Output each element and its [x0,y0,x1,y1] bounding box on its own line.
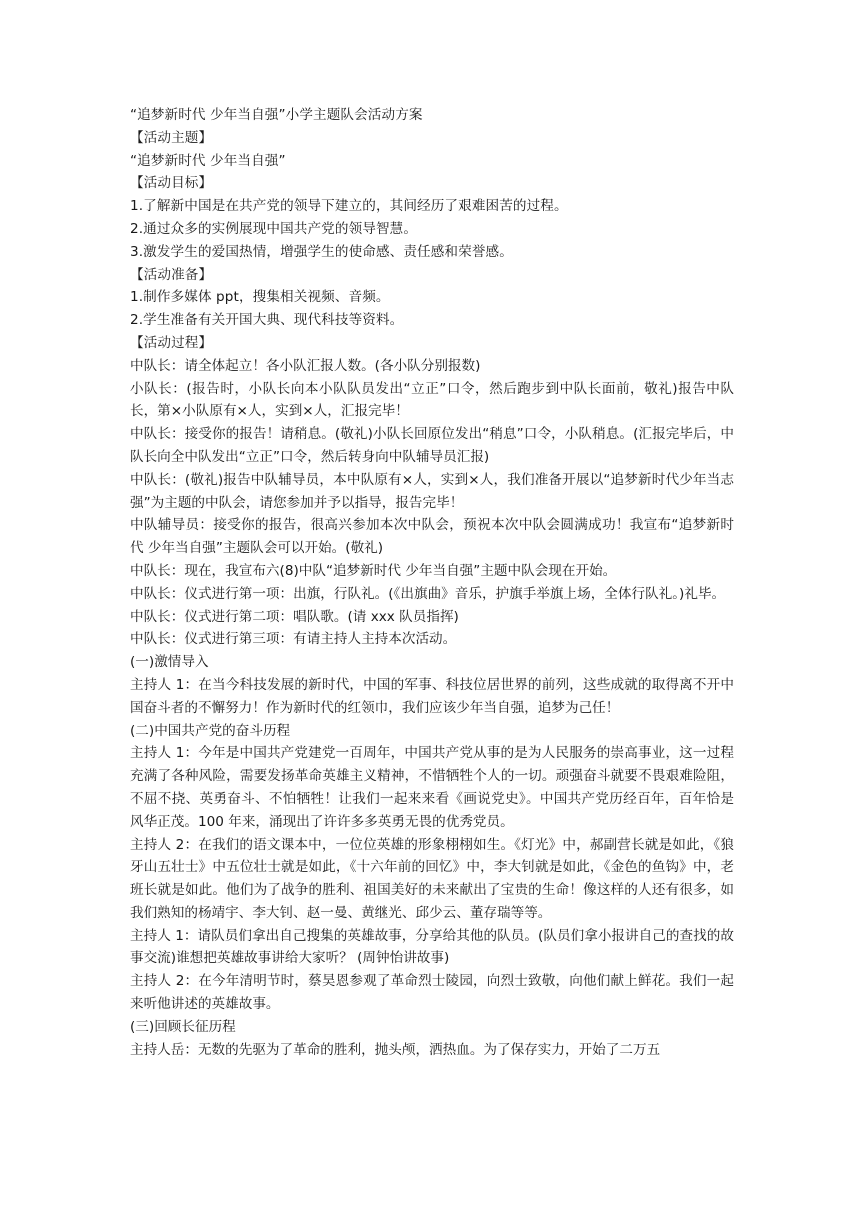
paragraph: 主持人 1：今年是中国共产党建党一百周年，中国共产党从事的是为人民服务的崇高事业，这一过程充满了各种风险，需要发扬革命英雄主义精神，不惜牺牲个人的一切。顽强奋斗就要不畏艰难险阻，不屈不挠、英勇奋斗、不怕牺牲！让我们一起来来看《画说党史》。中国共产党历经百年，百年恰是风华正茂。100 年来，涌现出了许许多多英勇无畏的优秀党员。 [130,745,734,830]
goal-heading: 【活动目标】 [130,175,213,192]
paragraph: 主持人 1：在当今科技发展的新时代，中国的军事、科技位居世界的前列，这些成就的取得离不开中国奋斗者的不懈努力！作为新时代的红领巾，我们应该少年当自强，追梦为己任！ [130,676,734,716]
goal-item: 3.激发学生的爱国热情，增强学生的使命感、责任感和荣誉感。 [130,243,513,260]
subsection-heading: (一)激情导入 [130,654,209,671]
paragraph: 中队长：(敬礼)报告中队辅导员，本中队原有×人，实到×人，我们准备开展以“追梦新时代少年当志强”为主题的中队会，请您参加并予以指导，报告完毕！ [130,471,734,511]
paragraph: 主持人岳：无数的先驱为了革命的胜利，抛头颅，洒热血。为了保存实力，开始了二万五 [130,1041,661,1058]
theme-text: “追梦新时代 少年当自强” [130,152,286,169]
paragraph: 中队长：仪式进行第三项：有请主持人主持本次活动。 [130,631,457,648]
goal-item: 1.了解新中国是在共产党的领导下建立的，其间经历了艰难困苦的过程。 [130,198,568,215]
subsection-heading: (三)回顾长征历程 [130,1018,236,1035]
prep-heading: 【活动准备】 [130,266,213,283]
prep-item: 1.制作多媒体 ppt，搜集相关视频、音频。 [130,289,390,306]
paragraph: 中队长：仪式进行第一项：出旗，行队礼。(《出旗曲》音乐，护旗手举旗上场，全体行队礼。)礼毕。 [130,585,726,602]
paragraph: 中队长：现在，我宣布六(8)中队“追梦新时代 少年当自强”主题中队会现在开始。 [130,562,617,579]
document-title: “追梦新时代 少年当自强”小学主题队会活动方案 [130,107,423,123]
process-heading: 【活动过程】 [130,334,213,351]
paragraph: 中队长：接受你的报告！请稍息。(敬礼)小队长回原位发出“稍息”口令，小队稍息。(汇报完毕后，中队长向全中队发出“立正”口令，然后转身向中队辅导员汇报) [130,426,734,465]
theme-heading: 【活动主题】 [130,129,213,146]
prep-item: 2.学生准备有关开国大典、现代科技等资料。 [130,312,404,329]
paragraph: 小队长：(报告时，小队长向本小队队员发出“立正”口令，然后跑步到中队长面前，敬礼)报告中队长，第×小队原有×人，实到×人，汇报完毕！ [130,380,734,420]
paragraph: 中队长：仪式进行第二项：唱队歌。(请 xxx 队员指挥) [130,608,459,625]
paragraph: 主持人 2：在我们的语文课本中，一位位英雄的形象栩栩如生。《灯光》中，郝副营长就是如此，《狼牙山五壮士》中五位壮士就是如此，《十六年前的回忆》中，李大钊就是如此，《金色的鱼钩》中，老班长就是如此。他们为了战争的胜利、祖国美好的未来献出了宝贵的生命！像这样的人还有很多，如我们熟知的杨靖宇、李大钊、赵一曼、黄继光、邱少云、董存瑞等等。 [130,836,734,921]
document-page [130,104,734,1061]
paragraph: 主持人 2：在今年清明节时，蔡昊恩参观了革命烈士陵园，向烈士致敬，向他们献上鲜花。我们一起来听他讲述的英雄故事。 [130,973,734,1013]
paragraph: 主持人 1：请队员们拿出自己搜集的英雄故事，分享给其他的队员。(队员们拿小报讲自己的查找的故事交流)谁想把英雄故事讲给大家听？ (周钟怡讲故事) [130,927,734,967]
goal-item: 2.通过众多的实例展现中国共产党的领导智慧。 [130,220,418,237]
paragraph: 中队辅导员：接受你的报告，很高兴参加本次中队会，预祝本次中队会圆满成功！我宣布“追梦新时代 少年当自强”主题队会可以开始。(敬礼) [130,517,734,557]
subsection-heading: (二)中国共产党的奋斗历程 [130,722,291,739]
paragraph: 中队长：请全体起立！各小队汇报人数。(各小队分别报数) [130,357,481,374]
